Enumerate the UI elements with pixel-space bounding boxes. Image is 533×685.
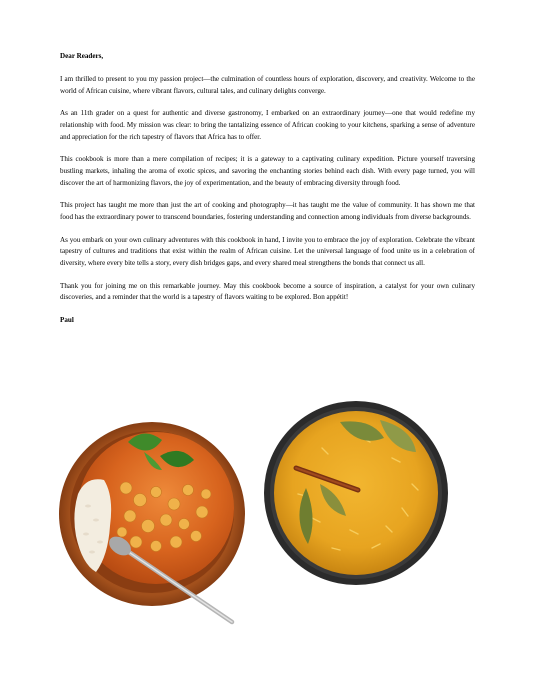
- chickpea-curry-photo: [56, 396, 256, 636]
- paragraph-3: This cookbook is more than a mere compilation of recipes; it is a gateway to a captivating culinary expedition. Picture yourself traversing bustling markets, inhaling the aroma of exotic spices, and savoring the enchanting stories behind each dish. With every page turned, you will discover the art of harmonizing flavors, the joy of experimentation, and the beauty of embracing diversity through food.: [60, 155, 475, 187]
- yellow-rice-photo: [262, 398, 450, 588]
- paragraph-1: I am thrilled to present to you my passion project—the culmination of countless hours of exploration, discovery, and creativity. Welcome to the world of African cuisine, where vibrant flavors, cultural tales, and culinary delights converge.: [60, 75, 475, 95]
- paragraph-5: As you embark on your own culinary adventures with this cookbook in hand, I invite you to embrace the joy of exploration. Celebrate the vibrant tapestry of cultures and traditions that exist within the realm of African cuisine. Let the universal language of food unite us in a celebration of diversity, where every bite tells a story, every dish bridges gaps, and every shared meal strengthens the bonds that connect us all.: [60, 235, 475, 267]
- paragraph-4: This project has taught me more than just the art of cooking and photography—it has taught me the value of community. It has shown me that food has the extraordinary power to transcend boundaries, fostering understanding and connection among individuals from diverse backgrounds.: [60, 201, 475, 221]
- salutation: Dear Readers,: [60, 52, 104, 60]
- paragraph-6: Thank you for joining me on this remarkable journey. May this cookbook become a source of inspiration, a catalyst for your own culinary discoveries, and a reminder that the world is a tapestry of flavors waiting to be explored. Bon appétit!: [60, 281, 475, 302]
- paragraph-2: As an 11th grader on a quest for authentic and diverse gastronomy, I embarked on an extraordinary journey—one that would redefine my relationship with food. My mission was clear: to bring the tantalizing essence of African cooking to your kitchens, sparking a sense of adventure and appreciation for the rich tapestry of flavors that Africa has to offer.: [60, 109, 475, 141]
- signature: Paul: [60, 316, 74, 325]
- letter-body: [60, 51, 475, 326]
